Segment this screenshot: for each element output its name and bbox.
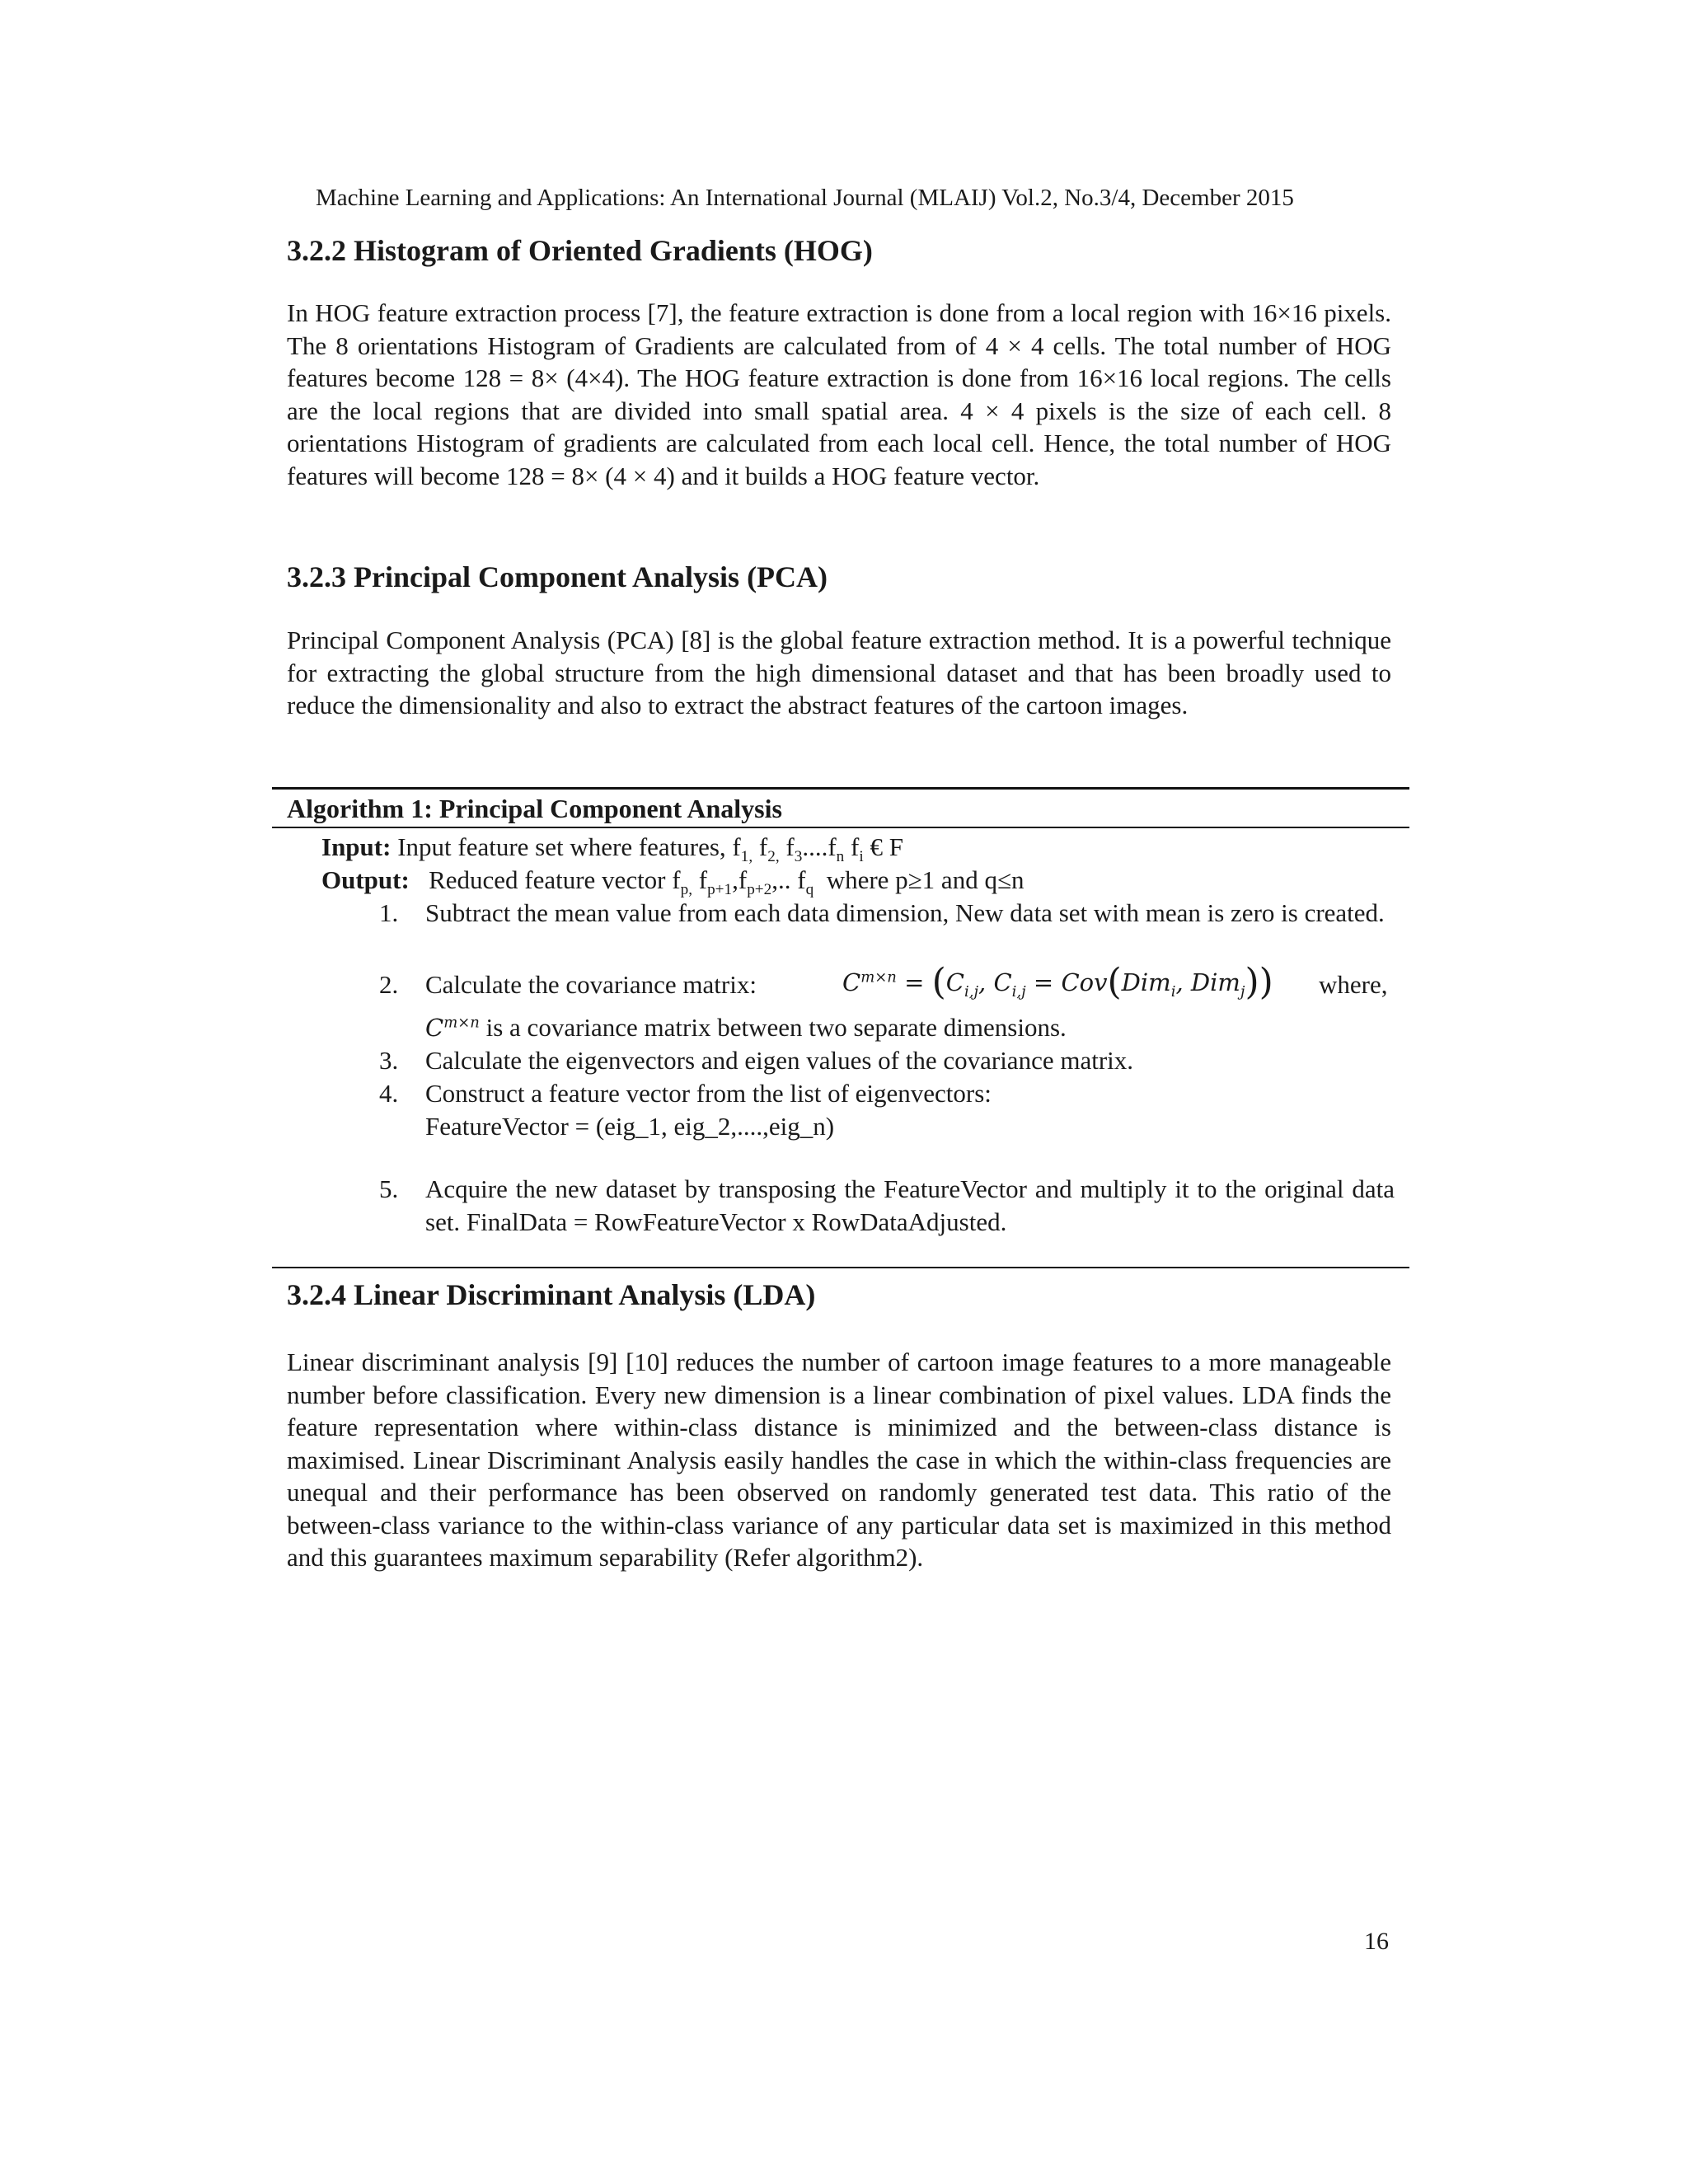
step-number: 2.	[379, 970, 399, 999]
output-text: Reduced feature vector f	[429, 865, 681, 894]
step-number: 4.	[379, 1079, 399, 1108]
step-text-tail: is a covariance matrix between two separate dimensions.	[485, 1013, 1067, 1042]
step-number: 3.	[379, 1046, 399, 1075]
algorithm-title: Algorithm 1: Principal Component Analysis	[287, 794, 782, 823]
input-label: Input:	[321, 832, 392, 861]
section-heading-lda: 3.2.4 Linear Discriminant Analysis (LDA)	[287, 1278, 816, 1311]
input-text: Input feature set where features, f	[397, 832, 741, 861]
lda-paragraph: Linear discriminant analysis [9] [10] reduces the number of cartoon image features to a more manageable number before classification. Every new dimension is a linear combination of pixel values. LDA finds the feature representation where within-class distance is minimized and the between-class distance is maximised. Linear Discriminant Analysis easily handles the case in which the within-class frequencies are unequal and their performance has been observed on randomly generated test data. This ratio of the between-class variance to the within-class variance of any particular data set is maximized in this method and this guarantees maximum separability (Refer algorithm2).	[287, 1347, 1391, 1572]
covariance-formula: $C^{m\times n} = (C_{i,j}$, $C_{i,j} = Cov(Dim_i$, Dim$_j$))	[842, 961, 1273, 1003]
step-text: where,	[1319, 970, 1388, 999]
algorithm-output: Output: Reduced feature vector $f_{p,}$ $f_{p+1},f_{p+2}$,.. $f_q$ where p≥1 and q≤n	[321, 865, 1025, 899]
algorithm-bottom-rule	[272, 1267, 1409, 1268]
step-text: Construct a feature vector from the list of eigenvectors:	[425, 1079, 992, 1108]
step-number: 5.	[379, 1174, 399, 1203]
algorithm-top-rule	[272, 787, 1409, 790]
step-text: Calculate the covariance matrix:	[425, 970, 757, 999]
step-number: 1.	[379, 898, 399, 927]
hog-paragraph: In HOG feature extraction process [7], the feature extraction is done from a local region with 16×16 pixels. The 8 orientations Histogram of Gradients are calculated from of 4 × 4 cells. The total number of HOG features become 128 = 8× (4×4). The HOG feature extraction is done from 16×16 local regions. The cells are the local regions that are divided into small spatial area. 4 × 4 pixels is the size of each cell. 8 orientations Histogram of gradients are calculated from each local cell. Hence, the total number of HOG features will become 128 = 8× (4 × 4) and it builds a HOG feature vector.	[287, 298, 1391, 490]
step-text: Acquire the new dataset by transposing the FeatureVector and multiply it to the original data set. FinalData = RowFeatureVector x RowDataAdjusted.	[425, 1174, 1395, 1236]
output-label: Output:	[321, 865, 410, 894]
input-tail: € F	[870, 832, 903, 861]
algorithm-input: Input: Input feature set where features, $f_{1,}$ $f_{2,}$ $f_3....f_n$ $f_i$ € F	[321, 832, 903, 866]
step-text: $C^{m\times n}$ is a covariance matrix between two separate dimensions.	[425, 1013, 1067, 1042]
step-text: Calculate the eigenvectors and eigen values of the covariance matrix.	[425, 1046, 1134, 1075]
section-heading-hog: 3.2.2 Histogram of Oriented Gradients (HOG)	[287, 234, 873, 267]
step-text: Subtract the mean value from each data dimension, New data set with mean is zero is created.	[425, 898, 1385, 927]
running-header: Machine Learning and Applications: An International Journal (MLAIJ) Vol.2, No.3/4, December 2015	[316, 185, 1294, 211]
algorithm-title-rule	[272, 827, 1409, 828]
page-number: 16	[1364, 1928, 1389, 1955]
section-heading-pca: 3.2.3 Principal Component Analysis (PCA)	[287, 560, 828, 593]
feature-vector-formula: FeatureVector = (eig_1, eig_2,....,eig_n)	[425, 1112, 835, 1141]
pca-paragraph: Principal Component Analysis (PCA) [8] is the global feature extraction method. It is a powerful technique for extracting the global structure from the high dimensional dataset and that has been broadly used to reduce the dimensionality and also to extract the abstract features of the cartoon images.	[287, 626, 1391, 719]
output-tail: where p≥1 and q≤n	[826, 865, 1025, 894]
